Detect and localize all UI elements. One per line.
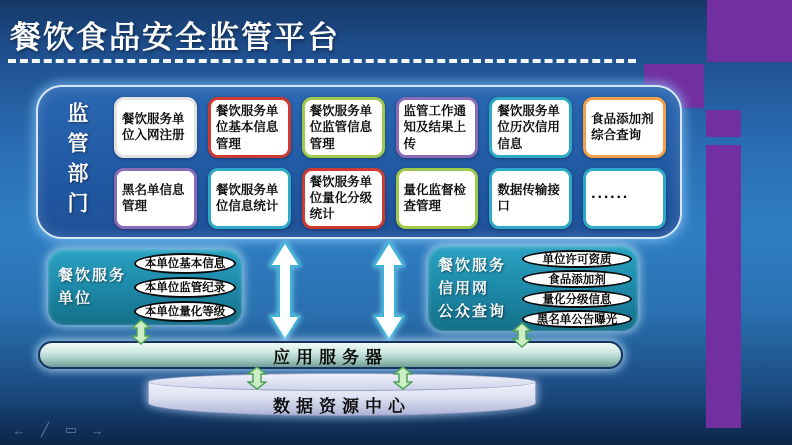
panel-item-basic-info: 本单位基本信息	[134, 253, 236, 274]
data-center-cylinder-top	[148, 373, 536, 391]
module-box-additive-query: 食品添加剂综合查询	[583, 97, 666, 158]
module-grid	[114, 97, 666, 227]
presenter-toolbar	[12, 423, 104, 437]
module-box-data-interface: 数据传输接口	[489, 168, 572, 229]
module-box-notice-upload: 监管工作通知及结果上传	[396, 97, 479, 158]
regulator-label: 监管部门	[65, 102, 88, 222]
small-arrow-icon-left-panel	[131, 319, 151, 345]
previous-slide-icon[interactable]: ←	[12, 422, 26, 438]
small-arrow-icon-server-right	[393, 366, 413, 390]
public-credit-label: 餐饮服务 信用网 公众查询	[438, 256, 507, 321]
small-arrow-icon-server-left	[247, 366, 267, 390]
module-box-blacklist: 黑名单信息管理	[114, 168, 197, 229]
application-server-label: 应用服务器	[273, 347, 388, 367]
module-box-unit-stats: 餐饮服务单位信息统计	[208, 168, 291, 229]
panel-item-quantified-grade: 本单位量化等级	[134, 301, 236, 322]
module-box-supervision-info: 餐饮服务单位监管信息管理	[302, 97, 385, 158]
module-box-quantified-check: 量化监督检查管理	[396, 168, 479, 229]
public-credit-panel	[428, 246, 638, 331]
page-title: 餐饮食品安全监管平台	[10, 20, 340, 55]
panel-item-license: 单位许可资质	[522, 250, 632, 268]
module-box-basic-info: 餐饮服务单位基本信息管理	[208, 97, 291, 158]
module-box-credit-history: 餐饮服务单位历次信用信息	[489, 97, 572, 158]
module-box-grading-stats: 餐饮服务单位量化分级统计	[302, 168, 385, 229]
bidirectional-arrow-icon-left	[269, 241, 301, 341]
slide-menu-icon[interactable]: ▭	[64, 422, 78, 437]
data-center-label: 数据资源中心	[273, 397, 411, 416]
panel-item-grading-info: 量化分级信息	[522, 290, 632, 308]
module-box-registration: 餐饮服务单位入网注册	[114, 97, 197, 158]
catering-unit-items	[134, 251, 236, 323]
decor-purple-bar	[706, 145, 741, 428]
catering-unit-panel	[48, 249, 242, 325]
decor-purple-block-top-right	[707, 0, 792, 62]
bidirectional-arrow-icon-right	[373, 241, 405, 341]
next-slide-icon[interactable]: →	[90, 422, 104, 438]
module-box-more: ······	[583, 168, 666, 229]
panel-item-supervision-record: 本单位监管纪录	[134, 277, 236, 298]
small-arrow-icon-right-panel	[512, 322, 532, 348]
panel-item-blacklist-exposure: 黑名单公告曝光	[522, 310, 632, 328]
panel-item-additive: 食品添加剂	[522, 270, 632, 288]
decor-purple-block-small	[706, 110, 741, 137]
title-underline	[8, 59, 636, 63]
public-credit-items	[522, 249, 632, 329]
application-server-bar	[38, 341, 623, 369]
regulator-container	[36, 85, 682, 239]
catering-unit-label: 餐饮服务 单位	[58, 266, 127, 307]
pen-tool-icon[interactable]: ╱	[41, 422, 49, 437]
